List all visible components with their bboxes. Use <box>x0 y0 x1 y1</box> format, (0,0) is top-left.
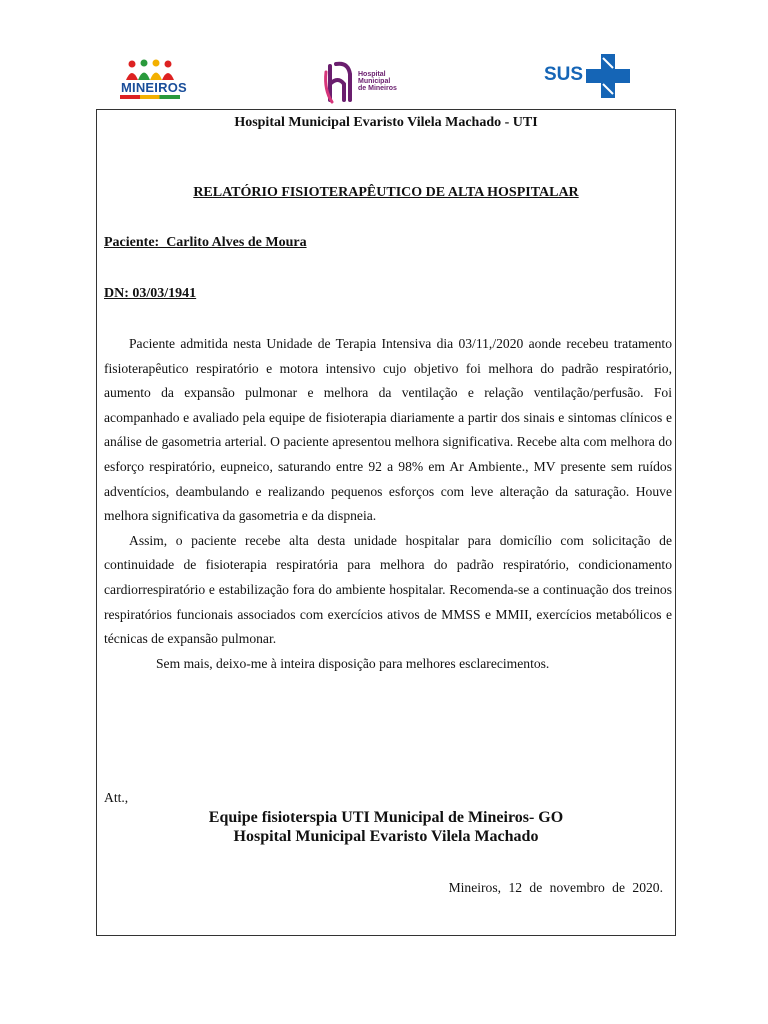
place-and-date: Mineiros, 12 de novembro de 2020. <box>448 880 663 895</box>
prefeitura-color-bar <box>120 95 180 99</box>
sus-cross-icon <box>586 54 630 98</box>
prefeitura-mineiros-logo <box>118 58 187 102</box>
hospital-municipal-logo <box>322 60 442 106</box>
document-frame <box>96 109 676 936</box>
team-line-1: Equipe fisioterspia UTI Municipal de Mineiros- GO <box>208 809 564 826</box>
hospital-header: Hospital Municipal Evaristo Vilela Machado - UTI <box>234 115 538 130</box>
att-salutation: Att., <box>104 790 129 805</box>
closing-sentence: Sem mais, deixo-me à inteira disposição para melhores esclarecimentos. <box>156 655 550 671</box>
report-title: RELATÓRIO FISIOTERAPÊUTICO DE ALTA HOSPITALAR <box>193 185 579 200</box>
hospital-h-mark-icon <box>322 60 356 106</box>
people-figures-icon <box>118 58 182 82</box>
signature-block <box>97 808 675 846</box>
patient-name: Paciente: Carlito Alves de Moura <box>104 235 307 250</box>
report-body <box>104 332 672 676</box>
body-paragraph: Assim, o paciente recebe alta desta unidade hospitalar para domicílio com solicitação de continuidade de fisioterapia respiratória para melhora do padrão respiratório, condicionamento cardiorrespiratório e estabilização fora do ambiente hospitalar. Recomenda-se a continuação dos treinos respiratórios funcionais associados com exercícios ativos de MMSS e MMII, exercícios metabólicos e técnicas de expansão pulmonar. <box>104 532 672 647</box>
team-line-2: Hospital Municipal Evaristo Vilela Machado <box>233 828 539 845</box>
prefeitura-logo-text: MINEIROS <box>121 80 187 95</box>
sus-logo <box>542 54 632 100</box>
body-paragraph: Paciente admitida nesta Unidade de Terapia Intensiva dia 03/11,/2020 aonde recebeu tratamento fisioterapêutico respiratório e motora intensivo cujo objetivo foi melhora do padrão respiratório, aumento da expansão pulmonar e melhora da ventilação e relação ventilação/perfusão. Foi acompanhado e avaliado pela equipe de fisioterapia diariamente a partir dos sinais e sintomas clínicos e análise de gasometria arterial. O paciente apresentou melhora significativa. Recebe alta com melhora do esforço respiratório, eupneico, saturando entre 92 a 98% em Ar Ambiente., MV presente sem ruídos adventícios, deambulando e realizando pequenos esforços com leve alteração da saturação. Houve melhora significativa da gasometria e da dispneia. <box>104 336 672 524</box>
hospital-logo-text: Hospital Municipal de Mineiros <box>358 71 397 92</box>
date-of-birth: DN: 03/03/1941 <box>104 286 197 301</box>
sus-logo-text: SUS <box>544 64 584 85</box>
